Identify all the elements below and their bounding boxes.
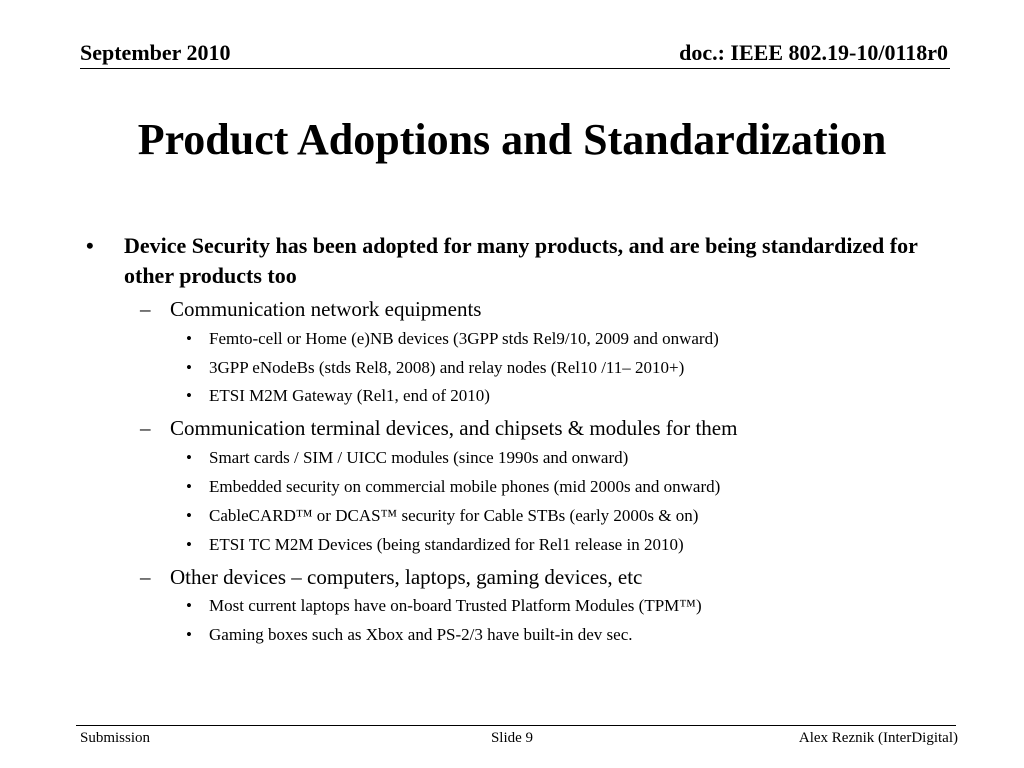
section-heading-text: Communication network equipments [170,297,482,321]
bullet-marker: • [186,448,192,467]
footer-slide-number: Slide 9 [490,730,534,746]
section-heading-text: Communication terminal devices, and chipsets & modules for them [170,416,738,440]
header-date: September 2010 [80,40,231,65]
footer-submission: Submission [80,730,151,746]
bullet-marker: • [186,329,192,348]
dash-marker: – [140,565,151,589]
section-heading-text: Other devices – computers, laptops, gaming devices, etc [170,565,643,589]
footer-divider [76,725,956,726]
list-item-text: Most current laptops have on-board Trusted Platform Modules (TPM™) [209,596,702,615]
header-doc-id: doc.: IEEE 802.19-10/0118r0 [679,40,948,65]
list-item-text: Gaming boxes such as Xbox and PS-2/3 have built-in dev sec. [209,625,633,644]
list-item-text: CableCARD™ or DCAS™ security for Cable STBs (early 2000s & on) [209,506,699,525]
list-item-text: ETSI TC M2M Devices (being standardized for Rel1 release in 2010) [209,535,684,554]
bullet-marker: • [186,596,192,615]
list-item-text: 3GPP eNodeBs (stds Rel8, 2008) and relay nodes (Rel10 /11– 2010+) [209,358,685,377]
slide-title: Product Adoptions and Standardization [137,115,887,164]
footer-author: Alex Reznik (InterDigital) [798,730,958,746]
bullet-marker: • [186,506,192,525]
list-item-text: Embedded security on commercial mobile phones (mid 2000s and onward) [209,477,721,496]
bullet-marker: • [186,477,192,496]
list-item-text: Femto-cell or Home (e)NB devices (3GPP stds Rel9/10, 2009 and onward) [209,329,719,348]
bullet-marker: • [86,233,94,258]
list-item-text: ETSI M2M Gateway (Rel1, end of 2010) [209,386,490,405]
main-bullet-text: Device Security has been adopted for many products, and are being standardized for other products too [124,233,918,288]
list-item-text: Smart cards / SIM / UICC modules (since 1990s and onward) [209,448,629,467]
dash-marker: – [140,416,151,440]
bullet-marker: • [186,358,192,377]
bullet-marker: • [186,625,192,644]
bullet-marker: • [186,386,192,405]
dash-marker: – [140,297,151,321]
bullet-marker: • [186,535,192,554]
